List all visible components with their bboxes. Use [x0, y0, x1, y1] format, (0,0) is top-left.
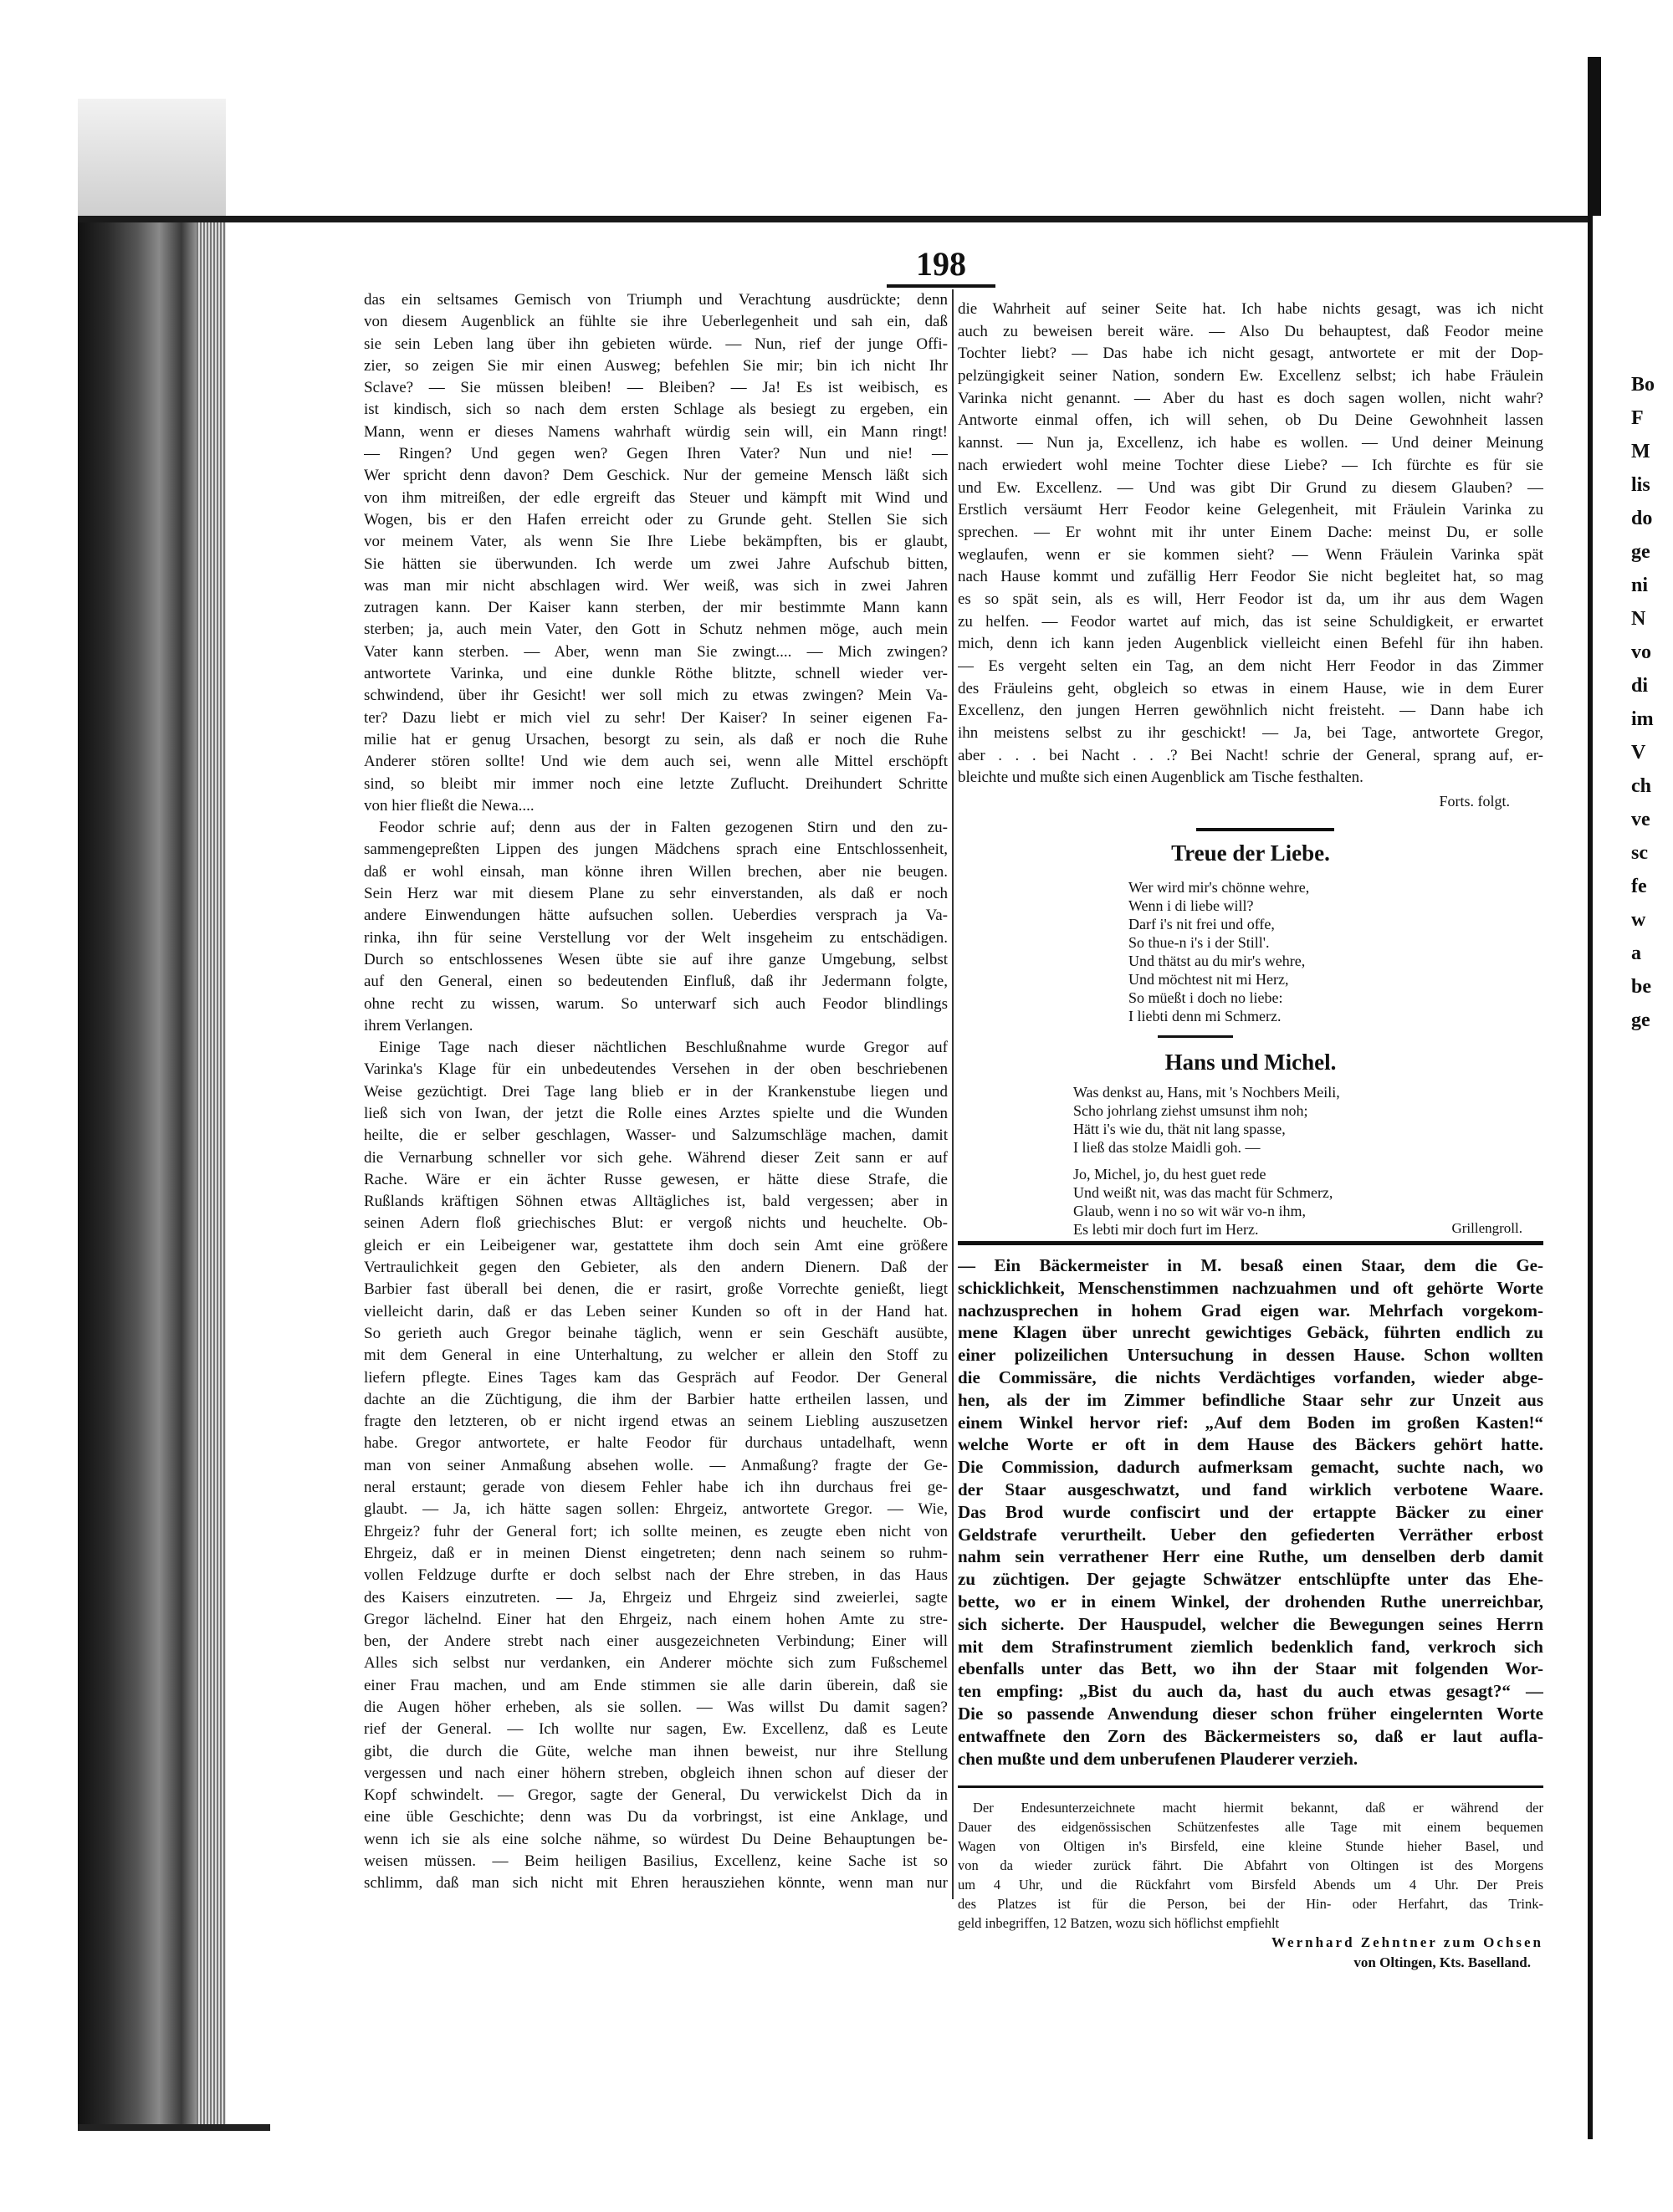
text-line: Wagen von Oltigen in's Birsfeld, eine kleine Stunde hieher Basel, und — [958, 1838, 1543, 1854]
text-line: M — [1631, 441, 1650, 462]
text-line: nahm sein verrathener Herr eine Ruthe, um denselben derb damit — [958, 1546, 1543, 1567]
text-line: zu helfen. — Feodor wartet auf mich, das ist seine Schuldigkeit, er erwartet — [958, 612, 1543, 631]
text-line: um 4 Uhr, und die Rückfahrt vom Birsfeld Abends um 4 Uhr. Der Preis — [958, 1877, 1543, 1893]
text-line: Wer wird mir's chönne wehre, — [1128, 879, 1310, 896]
text-line: ter? Dazu liebt er mich viel zu sehr! Der Kaiser? In seiner eigenen Fa- — [364, 708, 948, 727]
text-line: Darf i's nit frei und offe, — [1128, 916, 1275, 932]
text-line: zutragen kann. Der Kaiser kann sterben, der mir bestimmte Mann kann — [364, 599, 948, 617]
text-line: milie hat er genug Ursachen, besorgt zu sein, als daß er noch die Ruhe — [364, 730, 948, 748]
text-line: Sein Herz war mit diesem Plane zu sehr einverstanden, als daß er noch — [364, 885, 948, 903]
text-line: vor meinem Vater, als wenn Sie Ihre Liebe bekämpften, bis er glaubt, — [364, 533, 948, 551]
page-top-edge — [78, 216, 1592, 222]
text-line: ten empfing: „Bist du auch da, hast du auch etwas gesagt?“ — — [958, 1681, 1543, 1702]
text-line: auf den General, einen so bedeutenden Einfluß, daß ihr Jedermann folgte, — [364, 973, 948, 991]
text-line: Rußlands kräftigen Söhnen etwas Alltägliches ist, bald vergessen; aber in — [364, 1193, 948, 1211]
text-line: man von seiner Anmaßung absehen wolle. — Anmaßung? fragte der Ge- — [364, 1456, 948, 1474]
text-line: Feodor schrie auf; denn aus der in Falten gezogenen Stirn und den zu- — [379, 819, 948, 837]
text-line: die Vernarbung schneller vor sich gehe. Während dieser Zeit sann er auf — [364, 1148, 948, 1167]
text-line: ohne recht zu wissen, warum. So unterwarf sich auch Feodor blindlings — [364, 994, 948, 1013]
text-line: N — [1631, 608, 1646, 630]
next-page-fragments — [1631, 368, 1673, 1037]
text-line: schwindend, über ihr Gesicht! wer soll mich zu etwas zwingen? Mein Va- — [364, 687, 948, 705]
text-line: nach Hause kommt und zufällig Herr Feodor Sie nicht begleitet hat, so mag — [958, 568, 1543, 586]
continued-note: Forts. folgt. — [1439, 793, 1510, 810]
text-line: Erstlich versäumt Herr Feodor keine Gelegenheit, mit Fräulein Varinka zu — [958, 501, 1543, 519]
poem-author: Grillengroll. — [1451, 1220, 1522, 1236]
advertisement-text — [958, 1798, 1543, 1933]
text-line: Hätt i's wie du, thät nit lang spasse, — [1073, 1121, 1286, 1137]
text-line: bette, wo er in einem Winkel, der drohenden Ruthe unerreichbar, — [958, 1591, 1543, 1612]
text-line: So thue-n i's i der Still'. — [1128, 934, 1270, 951]
text-line: Antworte einmal offen, ich will sehen, ob Du Deine Gewohnheit lassen — [958, 411, 1543, 430]
text-line: be — [1631, 976, 1651, 998]
ad-signature-name: Wernhard Zehntner zum Ochsen — [1271, 1934, 1543, 1950]
text-line: Wogen, bis er den Hafen erreicht oder zu Grunde geht. Stellen Sie sich — [364, 510, 948, 529]
text-line: die Commissäre, die nichts Verdächtiges vorfanden, wieder abge- — [958, 1367, 1543, 1387]
text-line: mit dem General in eine Unterhaltung, zu welcher er allein den Stoff zu — [364, 1346, 948, 1365]
text-line: vielleicht darin, daß er das Leben seiner Kunden so oft in der Hand hat. — [364, 1302, 948, 1321]
text-line: Ehrgeiz, daß er in meinen Dienst eingetreten; denn nach seinem so ruhm- — [364, 1544, 948, 1562]
text-line: nach erwiedert wohl meine Tochter diese Liebe? — Ich fürchte es für sie — [958, 456, 1543, 474]
text-line: fe — [1631, 876, 1647, 897]
right-column-text — [958, 299, 1543, 789]
text-line: Der Endesunterzeichnete macht hiermit bekannt, daß er während der — [973, 1800, 1543, 1816]
text-line: Alles sich selbst nur verdanken, ein Anderer möchte sich zum Fußschemel — [364, 1654, 948, 1673]
text-line: bleichte und mußte sich einen Augenblick am Tische festhalten. — [958, 769, 1363, 787]
text-line: rinka, ihn für seine Verstellung vor der Welt insgeheim zu entschädigen. — [364, 928, 948, 947]
text-line: ve — [1631, 809, 1650, 830]
gutter-shadow — [1588, 57, 1601, 216]
text-line: Die Commission, dadurch aufmerksam gemacht, suchte nach, wo — [958, 1457, 1543, 1478]
text-line: Dauer des eidgenössischen Schützenfestes alle Tage mit einem bequemen — [958, 1819, 1543, 1835]
text-line: heilte, die er selber geschlagen, Wasser- und Salzumschläge machen, damit — [364, 1126, 948, 1145]
text-line: geld inbegriffen, 12 Batzen, wozu sich höflichst empfiehlt — [958, 1915, 1280, 1931]
text-line: gleich er ein Leibeigener war, gestattete ihm doch sein Amt eine größere — [364, 1236, 948, 1254]
text-line: Das Brod wurde confiscirt und der ertappte Bäcker zu einer — [958, 1501, 1543, 1522]
text-line: nachzusprechen in hohem Grad eigen war. Mehrfach vorgekom- — [958, 1300, 1543, 1321]
text-line: habe. Gregor antwortete, er halte Feodor für durchaus untadelhaft, wenn — [364, 1434, 948, 1453]
text-line: glaubt. — Ja, ich hätte sagen sollen: Ehrgeiz, antwortete Gregor. — Wie, — [364, 1500, 948, 1519]
text-line: Die so passende Anwendung dieser schon früher eingelernten Worte — [958, 1703, 1543, 1724]
text-line: eine üble Geschichte; denn was Du da vorbringst, ist eine Anklage, und — [364, 1808, 948, 1826]
text-line: Mann, wenn er dieses Namens wahrhaft würdig sein will, ein Mann ringt! — [364, 422, 948, 441]
text-line: hen, als der im Zimmer befindliche Staar sehr zur Unzeit aus — [958, 1389, 1543, 1410]
text-line: pelzüngigkeit seiner Nation, sondern Ew. Excellenz selbst; ich habe Fräulein — [958, 367, 1543, 386]
text-line: Gregor lächelnd. Einer hat den Ehrgeiz, nach einem hohen Amte zu stre- — [364, 1610, 948, 1628]
text-line: von diesem Augenblick an fühlte sie ihre Ueberlegenheit und sah ein, daß — [364, 313, 948, 331]
text-line: Und thätst au du mir's wehre, — [1128, 953, 1306, 969]
text-line: was man mir nicht abschlagen wird. Wer weiß, was sich in zwei Jahren — [364, 576, 948, 595]
anecdote-text — [958, 1254, 1543, 1770]
text-line: Weise gezüchtigt. Drei Tage lang blieb er in der Krankenstube liegen und — [364, 1082, 948, 1101]
text-line: Wenn i di liebe will? — [1128, 897, 1254, 914]
text-line: sc — [1631, 842, 1648, 864]
text-line: einer Frau machen, und am Ende stimmen sie alle darin überein, daß sie — [364, 1676, 948, 1694]
text-line: Geldstrafe verurtheilt. Ueber den gefiederten Verräther erbost — [958, 1524, 1543, 1545]
text-line: einem Winkel hervor rief: „Auf dem Boden im großen Kasten!“ — [958, 1412, 1543, 1433]
text-line: der Staar ausgeschwatzt, und fand wirklich verbotene Waare. — [958, 1479, 1543, 1499]
text-line: — Ein Bäckermeister in M. besaß einen Staar, dem die Ge- — [958, 1255, 1543, 1275]
text-line: Sie hätten sie überwunden. Ich werde um zwei Jahre Aufschub bitten, — [364, 554, 948, 573]
text-line: Jo, Michel, jo, du hest guet rede — [1073, 1166, 1266, 1183]
left-column-text — [364, 289, 948, 1895]
text-line: andere Einwendungen hätte aufsuchen sollen. Ueberdies versprach ja Va- — [364, 907, 948, 925]
text-line: auch zu beweisen bereit wäre. — Also Du behauptest, daß Feodor meine — [958, 322, 1543, 340]
text-line: — Ringen? Und gegen wen? Gegen Ihren Vater? Nun und nie! — — [364, 445, 948, 463]
text-line: Bo — [1631, 374, 1655, 396]
text-line: des Kaisers einzutreten. — Ja, Ehrgeiz und Ehrgeiz sind zweierlei, sagte — [364, 1588, 948, 1607]
text-line: antwortete Varinka, und eine dunkle Röthe blitzte, schnell wieder ver- — [364, 665, 948, 683]
text-line: sammengepreßten Lippen des jungen Mädchens sprach eine Entschlossenheit, — [364, 840, 948, 859]
text-line: sprechen. — Er wohnt mit ihr unter Einem Dache: meinst Du, er solle — [958, 523, 1543, 541]
text-line: von hier fließt die Newa.... — [364, 796, 535, 815]
text-line: Rache. Wäre er ein ächter Russe gewesen, er hätte diese Strafe, die — [364, 1170, 948, 1188]
text-line: weglaufen, wenn er sie kommen sieht? — Wenn Fräulein Varinka spät — [958, 545, 1543, 564]
poem-stanza-1 — [1073, 1083, 1340, 1157]
text-line: daß er wohl einsah, man könne ihren Willen brechen, aber nie beugen. — [364, 862, 948, 881]
poem-title: Treue der Liebe. — [1171, 840, 1330, 866]
text-line: sterben; ja, auch mein Vater, den Gott in Schutz nehmen möge, auch mein — [364, 621, 948, 639]
text-line: Einige Tage nach dieser nächtlichen Beschlußnahme wurde Gregor auf — [379, 1039, 948, 1057]
text-line: Was denkst au, Hans, mit 's Nochbers Meili, — [1073, 1084, 1340, 1101]
text-line: di — [1631, 675, 1649, 697]
text-line: Ehrgeiz? fuhr der General fort; ich sollte meinen, es zeugte eben nicht von — [364, 1522, 948, 1540]
text-line: wenn ich sie als eine solche nähme, so würdest Du Deine Behauptungen be- — [364, 1830, 948, 1848]
text-line: I ließ das stolze Maidli goh. — — [1073, 1139, 1261, 1156]
text-line: lis — [1631, 474, 1650, 496]
text-line: vollen Feldzuge durfte er doch selbst nach der Ehre streben, in das Haus — [364, 1566, 948, 1585]
section-rule — [1158, 1035, 1233, 1038]
text-line: von da wieder zurück fährt. Die Abfahrt von Oltingen ist des Morgens — [958, 1857, 1543, 1873]
text-line: das ein seltsames Gemisch von Triumph und Verachtung ausdrückte; denn — [364, 291, 948, 309]
text-line: ist kindisch, sich so nach dem ersten Schlage als besiegt zu ergeben, ein — [364, 401, 948, 419]
text-line: ch — [1631, 775, 1651, 797]
text-line: sind, so bleibt mir immer noch eine letzte Zuflucht. Dreihundert Schritte — [364, 774, 948, 793]
text-line: Es lebti mir doch furt im Herz. — [1073, 1221, 1259, 1238]
text-line: ni — [1631, 575, 1649, 596]
text-line: Barbier fast überall bei denen, die er rasirt, große Vorrechte genießt, liegt — [364, 1280, 948, 1299]
page-stack-edge — [197, 219, 226, 2130]
text-line: die Wahrheit auf seiner Seite hat. Ich habe nichts gesagt, was ich nicht — [958, 300, 1543, 318]
text-line: do — [1631, 508, 1653, 529]
text-line: zu züchtigen. Der gejagte Schwätzer entschlüpfte unter das Ehe- — [958, 1569, 1543, 1590]
text-line: weisen müssen. — Beim heiligen Basilius, Excellenz, keine Sache ist so — [364, 1852, 948, 1871]
text-line: sich sicherte. Der Hauspudel, welcher die Bewegungen seines Herrn — [958, 1613, 1543, 1634]
text-line: mit dem Strafinstrument ziemlich bedenklich fand, verkroch sich — [958, 1636, 1543, 1657]
text-line: Sclave? — Sie müssen bleiben! — Bleiben? — Ja! Es ist weibisch, es — [364, 379, 948, 397]
text-line: ge — [1631, 1009, 1650, 1031]
text-line: schicklichkeit, Menschenstimmen nachzuahmen und oft gehörte Worte — [958, 1277, 1543, 1298]
text-line: V — [1631, 742, 1646, 764]
ad-signature-place: von Oltingen, Kts. Baselland. — [1353, 1954, 1531, 1970]
text-line: w — [1631, 909, 1646, 931]
page-number: 198 — [887, 244, 995, 288]
text-line: mene Klagen über unrecht gewichtiges Gebäck, führten endlich zu — [958, 1322, 1543, 1343]
text-line: Und weißt nit, was das macht für Schmerz, — [1073, 1184, 1333, 1201]
book-top-shadow — [78, 99, 226, 216]
text-line: chen mußte und dem unberufenen Plauderer verzieh. — [958, 1748, 1358, 1769]
text-line: ihrem Verlangen. — [364, 1016, 473, 1034]
text-line: vo — [1631, 641, 1651, 663]
text-line: Tochter liebt? — Das habe ich nicht gesagt, antwortete er mit der Dop- — [958, 345, 1543, 363]
text-line: Durch so entschlossenes Wesen übte sie auf ihre ganze Umgebung, selbst — [364, 950, 948, 968]
text-line: Anderer stören sollte! Und wie dem auch sei, wenn alle Mittel erschöpft — [364, 753, 948, 771]
text-line: welche Worte er oft in dem Hause des Bäckers gehört hatte. — [958, 1434, 1543, 1455]
text-line: Glaub, wenn i no so wit wär vo-n ihm, — [1073, 1203, 1306, 1219]
gutter-line — [1588, 216, 1593, 2139]
text-line: seinen Adern floß griechisches Blut: er vergoß nichts und heuchelte. Ob- — [364, 1214, 948, 1233]
text-line: es so spät sein, als es will, Herr Feodor ist da, um ihr aus dem Wagen — [958, 590, 1543, 608]
text-line: zier, so zeigen Sie mir einen Ausweg; befehlen Sie mir; bin ich nicht Ihr — [364, 356, 948, 375]
poem-treue-der-liebe — [1128, 878, 1309, 1025]
text-line: Kopf schwindelt. — Gregor, sagte der General, Du verwickelst Dich da in — [364, 1786, 948, 1805]
text-line: a — [1631, 943, 1641, 964]
text-line: aber . . . bei Nacht . . .? Bei Nacht! schrie der General, sprang auf, er- — [958, 746, 1543, 764]
text-line: des Platzes ist für die Person, bei der Hin- oder Herfahrt, das Trink- — [958, 1896, 1543, 1912]
text-line: Excellenz, den jungen Herren gewöhnlich nicht freisteht. — Dann habe ich — [958, 702, 1543, 720]
text-line: einer polizeilichen Untersuchung in dessen Hause. Schon wollten — [958, 1345, 1543, 1366]
poem-title: Hans und Michel. — [1164, 1050, 1337, 1075]
text-line: — Es vergeht selten ein Tag, an dem nicht Herr Feodor in das Zimmer — [958, 657, 1543, 675]
text-line: kannst. — Nun ja, Excellenz, ich habe es wollen. — Und deiner Meinung — [958, 434, 1543, 452]
text-line: fragte den letzteren, ob er nicht irgend etwas an seinem Liebling auszusetzen — [364, 1413, 948, 1431]
text-line: vergessen und nach einer höhern streben, obgleich ihnen schon auf dieser der — [364, 1764, 948, 1782]
text-line: sie sein Leben lang über ihn gebieten würde. — Nun, rief der junge Offi- — [364, 335, 948, 353]
text-line: ihn meistens selbst zu ihr geschickt! — Ja, bei Tage, antwortete Gregor, — [958, 724, 1543, 743]
page-bottom-edge — [78, 2124, 270, 2131]
poem-stanza-2 — [1073, 1165, 1333, 1239]
text-line: So müeßt i doch no liebe: — [1128, 989, 1283, 1006]
text-line: Vater kann sterben. — Aber, wenn man Sie zwingt.... — Mich zwingen? — [364, 642, 948, 661]
text-line: Wer spricht denn davon? Dem Geschick. Nur der gemeine Mensch läßt sich — [364, 467, 948, 485]
column-divider — [952, 289, 954, 1899]
text-line: So gerieth auch Gregor beinahe täglich, wenn er sein Geschäft ausübte, — [364, 1324, 948, 1342]
text-line: ben, der Andere strebt nach einer ausgezeichneten Verbindung; Einer will — [364, 1632, 948, 1651]
text-line: rief der General. — Ich wollte nur sagen, Ew. Excellenz, daß es Leute — [364, 1720, 948, 1739]
text-line: dachte an die Züchtigung, die ihm der Barbier hatte ertheilen lassen, und — [364, 1390, 948, 1408]
text-line: und Ew. Excellenz. — Und was gibt Dir Grund zu diesem Glauben? — — [958, 478, 1543, 497]
double-rule — [958, 1241, 1543, 1245]
text-line: gibt, die durch die Güte, welche man ihnen beweist, nur ihre Stellung — [364, 1742, 948, 1760]
text-line: F — [1631, 407, 1644, 429]
section-rule — [958, 1785, 1543, 1788]
text-line: des Fräuleins geht, obgleich so etwas in einem Hause, wie in dem Eurer — [958, 679, 1543, 697]
text-line: mich, denn ich kann jeden Augenblick vielleicht einen Befehl für ihn haben. — [958, 635, 1543, 653]
text-line: schlimm, daß man sich nicht mit Ehren herausziehen könnte, wenn man nur — [364, 1874, 948, 1893]
text-line: liefern pflegte. Eines Tages kam das Gespräch auf Feodor. Der General — [364, 1368, 948, 1387]
text-line: entwaffnete den Zorn des Bäckermeisters so, daß er laut aufla- — [958, 1725, 1543, 1746]
text-line: im — [1631, 708, 1654, 730]
text-line: ebenfalls unter das Bett, wo ihn der Staar mit folgenden Wor- — [958, 1658, 1543, 1679]
text-line: Varinka's Klage für ein unbedeutendes Versehen in der oben beschriebenen — [364, 1060, 948, 1079]
text-line: ge — [1631, 541, 1650, 563]
text-line: von ihm mitreißen, der edle ergreift das Steuer und kämpft mit Wind und — [364, 488, 948, 507]
text-line: Varinka nicht genannt. — Aber du hast es doch sagen wollen, nicht wahr? — [958, 389, 1543, 407]
section-rule — [1196, 828, 1334, 831]
text-line: Scho johrlang ziehst umsunst ihm noh; — [1073, 1102, 1308, 1119]
text-line: Und möchtest nit mi Herz, — [1128, 971, 1289, 988]
text-line: I liebti denn mi Schmerz. — [1128, 1008, 1282, 1024]
text-line: die Augen höher erheben, als sie sollen. — Was willst Du damit sagen? — [364, 1699, 948, 1716]
text-line: neral erstaunt; gerade von diesem Fehler habe ich ihn durchaus frei ge- — [364, 1479, 948, 1497]
text-line: Vertraulichkeit gegen den Gebieter, als den andern Dienern. Daß der — [364, 1259, 948, 1277]
text-line: ließ sich von Iwan, der jetzt die Rolle eines Arztes spielte und die Wunden — [364, 1104, 948, 1122]
